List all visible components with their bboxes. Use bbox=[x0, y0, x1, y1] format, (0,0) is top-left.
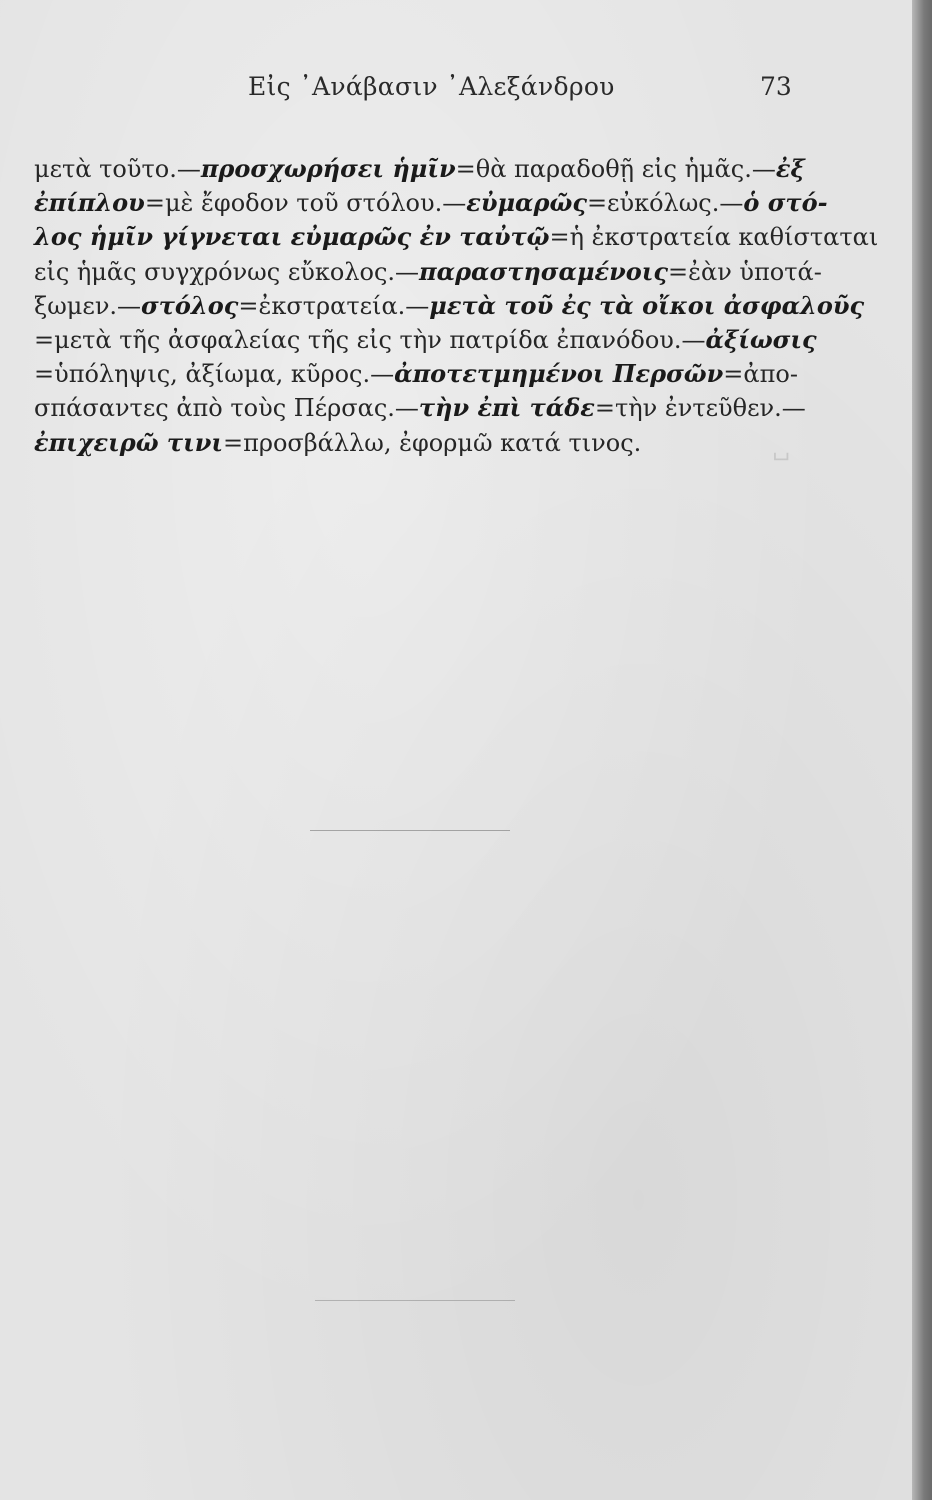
commentary-line bbox=[34, 323, 817, 357]
lemma-term: προσχωρήσει ἡμῖν bbox=[200, 154, 456, 183]
lemma-term: στόλος bbox=[141, 290, 239, 320]
lemma-term: μετὰ τοῦ ἐς τὰ οἴκοι ἀσφαλοῦς bbox=[429, 290, 865, 320]
commentary-line bbox=[34, 357, 796, 391]
lemma-term: ἐπιχειρῶ τινι bbox=[34, 427, 223, 457]
gloss-text: =εὐκόλως.— bbox=[586, 189, 744, 218]
show-through-rule bbox=[315, 1300, 515, 1301]
gloss-text: =ὑπόληψις, ἀξίωμα, κῦρος.— bbox=[34, 360, 395, 389]
commentary-line bbox=[34, 220, 879, 254]
gloss-text: =ἐκστρατεία.— bbox=[238, 291, 430, 320]
lemma-term: ἐξ bbox=[775, 154, 805, 183]
show-through-rule bbox=[310, 830, 510, 831]
commentary-line bbox=[34, 289, 865, 323]
page-number: 73 bbox=[760, 72, 792, 101]
lemma-term: παραστησαμένοις bbox=[419, 256, 668, 286]
commentary-line bbox=[34, 186, 828, 220]
commentary-block bbox=[34, 152, 879, 460]
gloss-text: =μὲ ἔφοδον τοῦ στόλου.— bbox=[144, 189, 467, 218]
lemma-term: ἐπίπλου bbox=[34, 188, 145, 218]
lemma-term: ἀποτετμημένοι Περσῶν bbox=[394, 359, 724, 389]
gloss-text: ξωμεν.— bbox=[34, 291, 142, 320]
commentary-line bbox=[34, 391, 806, 425]
lemma-term: ὁ στό- bbox=[743, 188, 828, 218]
commentary-line bbox=[34, 152, 805, 186]
gloss-text: σπάσαντες ἀπὸ τοὺς Πέρσας.— bbox=[34, 394, 419, 423]
gloss-text: =ἀπο- bbox=[723, 360, 798, 389]
lemma-term: ἀξίωσις bbox=[705, 324, 817, 354]
gloss-text: =μετὰ τῆς ἀσφαλείας τῆς εἰς τὴν πατρίδα ἐπανόδου.— bbox=[34, 325, 706, 354]
lemma-term: λος ἡμῖν γίγνεται εὐμαρῶς ἐν ταὐτῷ bbox=[34, 222, 550, 252]
gloss-text: =τὴν ἐντεῦθεν.— bbox=[594, 394, 806, 423]
commentary-line bbox=[34, 426, 796, 460]
show-through-text: ␣ bbox=[772, 435, 790, 461]
gloss-text: =ἡ ἐκστρατεία καθίσταται bbox=[549, 223, 879, 252]
gloss-text: =θὰ παραδοθῇ εἰς ἡμᾶς.— bbox=[455, 155, 776, 183]
lemma-term: τὴν ἐπὶ τάδε bbox=[418, 393, 595, 423]
page-gutter bbox=[912, 0, 932, 1500]
commentary-line bbox=[34, 255, 822, 289]
gloss-text: μετὰ τοῦτο.— bbox=[34, 155, 201, 183]
gloss-text: =ἐὰν ὑποτά- bbox=[668, 257, 822, 286]
lemma-term: εὐμαρῶς bbox=[466, 188, 587, 218]
gloss-text: =προσβάλλω, ἐφορμῶ κατά τινος. bbox=[222, 428, 642, 457]
page-header bbox=[0, 72, 912, 112]
running-title: Εἰς ᾿Ανάβασιν ᾿Αλεξάνδρου bbox=[248, 72, 615, 101]
gloss-text: εἰς ἡμᾶς συγχρόνως εὔκολος.— bbox=[34, 257, 420, 286]
